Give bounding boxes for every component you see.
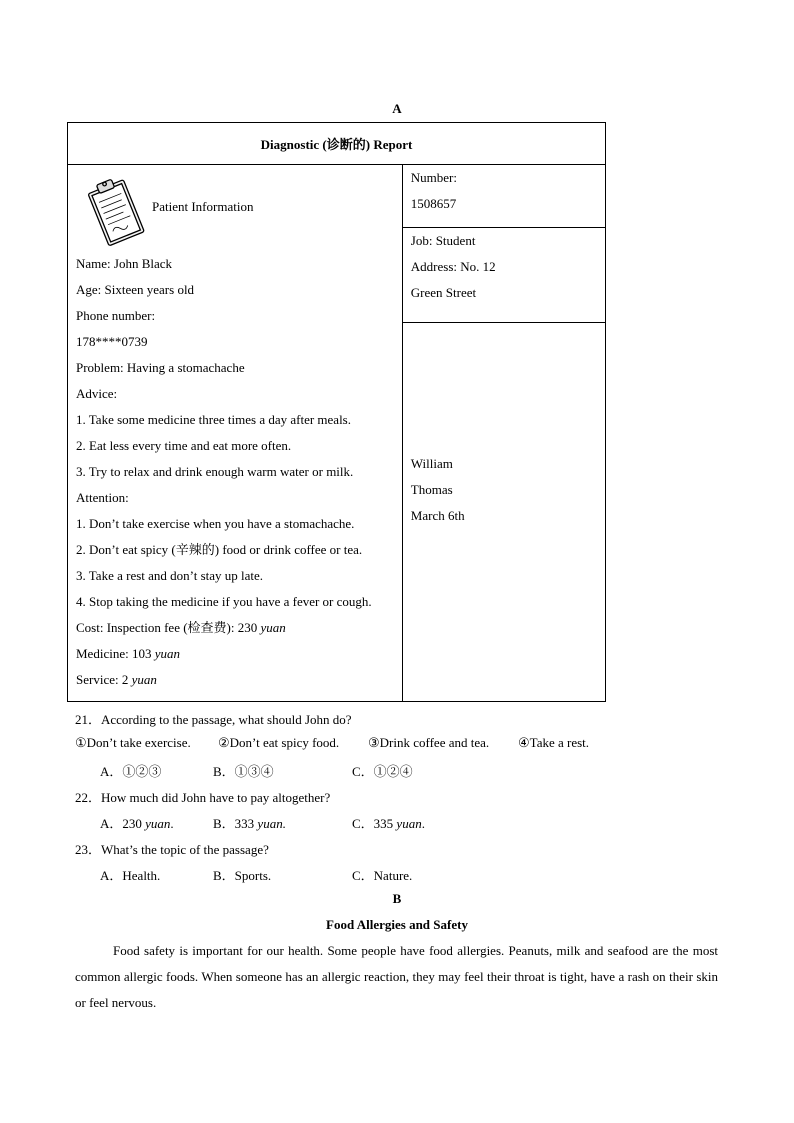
section-a-letter: A: [392, 101, 402, 116]
attention-item: 4. Stop taking the medicine if you have a fever or cough.: [76, 594, 372, 609]
currency-unit: yuan: [260, 620, 286, 635]
patient-info-label: Patient Information: [152, 199, 254, 214]
q21-option-a[interactable]: A．①②③: [100, 764, 162, 779]
cost-medicine: [68, 641, 402, 667]
q21-item-4: ④Take a rest.: [518, 735, 590, 750]
patient-info-cell: [68, 165, 403, 702]
section-b-title: Food Allergies and Safety: [326, 917, 468, 932]
report-date: March 6th: [410, 508, 465, 523]
doctor-date-cell: [402, 323, 605, 702]
currency-unit: yuan: [396, 816, 422, 831]
advice-item: 3. Try to relax and drink enough warm water or milk.: [76, 464, 354, 479]
job-address-cell: [402, 228, 605, 323]
q21-item-3: ③Drink coffee and tea.: [368, 735, 490, 750]
advice-item: 1. Take some medicine three times a day after meals.: [76, 412, 351, 427]
patient-name: Name: John Black: [76, 256, 173, 271]
q22-option-a-text: A．230: [100, 816, 146, 831]
cost-service-text: Service: 2: [76, 672, 132, 687]
attention-item: 3. Take a rest and don’t stay up late.: [76, 568, 264, 583]
question-22-stem: 22．How much did John have to pay altogether?: [75, 790, 331, 805]
patient-info-header: [68, 165, 402, 251]
q23-option-a[interactable]: A．Health.: [100, 868, 161, 883]
q22-option-b-text: B．333: [213, 816, 258, 831]
address-line-2: Green Street: [410, 285, 477, 300]
report-number: 1508657: [410, 196, 457, 211]
q21-option-b[interactable]: B．①③④: [213, 764, 274, 779]
doctor-first-name: William: [410, 456, 453, 471]
q23-option-b[interactable]: B．Sports.: [213, 868, 272, 883]
q21-item-2: ②Don’t eat spicy food.: [218, 735, 340, 750]
cost-service: [68, 667, 402, 693]
q22-option-c-text: C．335: [352, 816, 397, 831]
cost-inspection-text: Cost: Inspection fee (检查费): 230: [76, 620, 261, 635]
q22-option-b[interactable]: [213, 813, 286, 832]
attention-item: 1. Don’t take exercise when you have a stomachache.: [76, 516, 355, 531]
report-title: Diagnostic (诊断的) Report: [68, 123, 606, 165]
period: .: [421, 816, 425, 831]
period: .: [282, 816, 286, 831]
address-line-1: Address: No. 12: [410, 259, 496, 274]
question-21-stem: 21．According to the passage, what should John do?: [75, 712, 352, 727]
q22-option-c[interactable]: [352, 813, 425, 832]
phone-number: 178****0739: [76, 334, 148, 349]
number-label: Number:: [410, 170, 457, 185]
advice-label: Advice:: [76, 386, 118, 401]
doctor-last-name: Thomas: [410, 482, 453, 497]
currency-unit: yuan: [154, 646, 180, 661]
q21-item-1: ①Don’t take exercise.: [75, 735, 191, 750]
currency-unit: yuan: [145, 816, 171, 831]
problem: Problem: Having a stomachache: [76, 360, 245, 375]
job: Job: Student: [410, 233, 476, 248]
period: .: [170, 816, 174, 831]
section-b-paragraph: [75, 938, 718, 1016]
cost-inspection: [68, 615, 402, 641]
advice-item: 2. Eat less every time and eat more often.: [76, 438, 292, 453]
question-23-stem: 23．What’s the topic of the passage?: [75, 842, 269, 857]
attention-item: 2. Don’t eat spicy (辛辣的) food or drink coffee or tea.: [76, 542, 363, 557]
clipboard-icon: [78, 175, 154, 251]
q23-option-c[interactable]: C．Nature.: [352, 868, 413, 883]
phone-label: Phone number:: [76, 308, 156, 323]
cost-medicine-text: Medicine: 103: [76, 646, 155, 661]
q21-option-c[interactable]: C．①②④: [352, 764, 413, 779]
attention-label: Attention:: [76, 490, 129, 505]
currency-unit: yuan: [131, 672, 157, 687]
number-cell: [402, 165, 605, 228]
q22-option-a[interactable]: [100, 813, 174, 832]
section-b-letter: B: [392, 891, 402, 906]
diagnostic-report-table: [67, 122, 606, 702]
paragraph-text: Food safety is important for our health. Some people have food allergies. Peanuts, milk and seafood are the most common allergic foods. When someone has an allergic reaction, they may feel their throat is tight, have a rash on their skin or feel nervous.: [75, 943, 718, 1010]
patient-age: Age: Sixteen years old: [76, 282, 195, 297]
currency-unit: yuan: [257, 816, 283, 831]
